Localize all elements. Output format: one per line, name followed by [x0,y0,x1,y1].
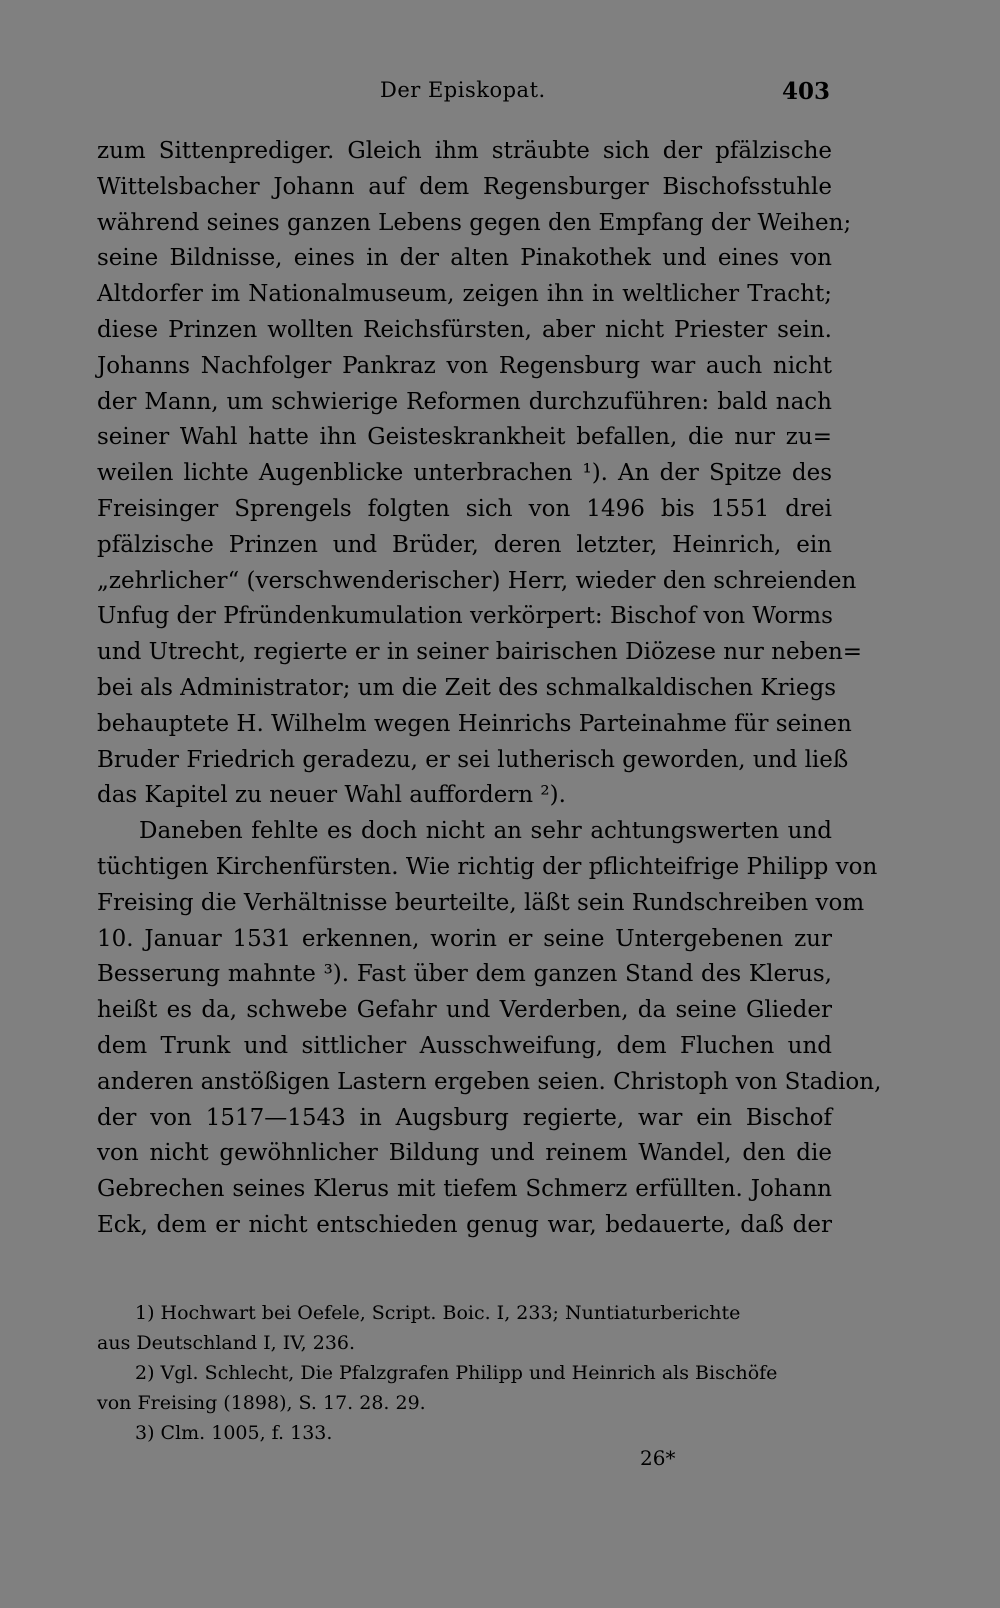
text-line: und Utrecht, regierte er in seiner bairischen Diözese nur neben= [97,639,863,666]
text-line: 10. Januar 1531 erkennen, worin er seine Untergebenen zur [97,925,832,952]
text-line: der Mann, um schwierige Reformen durchzuführen: bald nach [97,388,832,415]
text-line: tüchtigen Kirchenfürsten. Wie richtig der pflichteifrige Philipp von [97,853,878,880]
text-line: von nicht gewöhnlicher Bildung und reinem Wandel, den die [97,1140,832,1167]
footnote-line: 1) Hochwart bei Oefele, Script. Boic. I, 233; Nuntiaturberichte [135,1302,741,1324]
text-line: Gebrechen seines Klerus mit tiefem Schmerz erfüllten. Johann [97,1176,832,1203]
footnote-line: aus Deutschland I, IV, 236. [97,1332,356,1354]
text-line: Daneben fehlte es doch nicht an sehr achtungswerten und [139,818,832,845]
text-line: Bruder Friedrich geradezu, er sei lutherisch geworden, und ließ [97,746,849,773]
footnote-line: von Freising (1898), S. 17. 28. 29. [97,1392,426,1414]
text-line: Freisinger Sprengels folgten sich von 1496 bis 1551 drei [97,495,832,522]
text-line: diese Prinzen wollten Reichsfürsten, aber nicht Priester sein. [97,316,832,343]
text-line: „zehrlicher“ (verschwenderischer) Herr, wieder den schreienden [97,567,857,594]
footnotes [97,1298,832,1448]
page-number: 403 [781,78,830,105]
text-line: pfälzische Prinzen und Brüder, deren letzter, Heinrich, ein [97,531,832,558]
text-line: anderen anstößigen Lastern ergeben seien. Christoph von Stadion, [97,1068,882,1095]
text-line: Freising die Verhältnisse beurteilte, läßt sein Rundschreiben vom [97,889,865,916]
footnote-line: 2) Vgl. Schlecht, Die Pfalzgrafen Philipp und Heinrich als Bischöfe [135,1362,778,1384]
text-line: Eck, dem er nicht entschieden genug war, bedauerte, daß der [97,1211,832,1238]
text-line: Johanns Nachfolger Pankraz von Regensburg war auch nicht [97,352,832,379]
text-line: zum Sittenprediger. Gleich ihm sträubte sich der pfälzische [97,138,832,164]
text-line: Besserung mahnte ³). Fast über dem ganzen Stand des Klerus, [97,961,832,988]
running-header: Der Episkopat. [380,78,546,102]
text-line: während seines ganzen Lebens gegen den Empfang der Weihen; [97,209,852,236]
text-line: Altdorfer im Nationalmuseum, zeigen ihn in weltlicher Tracht; [97,281,832,308]
text-line: seiner Wahl hatte ihn Geisteskrankheit befallen, die nur zu= [97,424,832,451]
text-line: der von 1517—1543 in Augsburg regierte, war ein Bischof [97,1104,832,1131]
text-line: Wittelsbacher Johann auf dem Regensburger Bischofsstuhle [97,173,832,200]
text-line: Unfug der Pfründenkumulation verkörpert: Bischof von Worms [97,603,833,630]
footnote-line: 3) Clm. 1005, f. 133. [135,1422,333,1444]
signature-mark: 26* [640,1446,676,1470]
text-line: das Kapitel zu neuer Wahl auffordern ²). [97,782,566,809]
text-line: behauptete H. Wilhelm wegen Heinrichs Parteinahme für seinen [97,710,852,737]
text-line: bei als Administrator; um die Zeit des schmalkaldischen Kriegs [97,674,836,701]
text-line: dem Trunk und sittlicher Ausschweifung, dem Fluchen und [97,1032,832,1059]
text-line: heißt es da, schwebe Gefahr und Verderben, da seine Glieder [97,997,832,1024]
text-line: weilen lichte Augenblicke unterbrachen ¹). An der Spitze des [97,460,832,487]
text-line: seine Bildnisse, eines in der alten Pinakothek und eines von [97,245,832,272]
body-text [97,134,882,1244]
